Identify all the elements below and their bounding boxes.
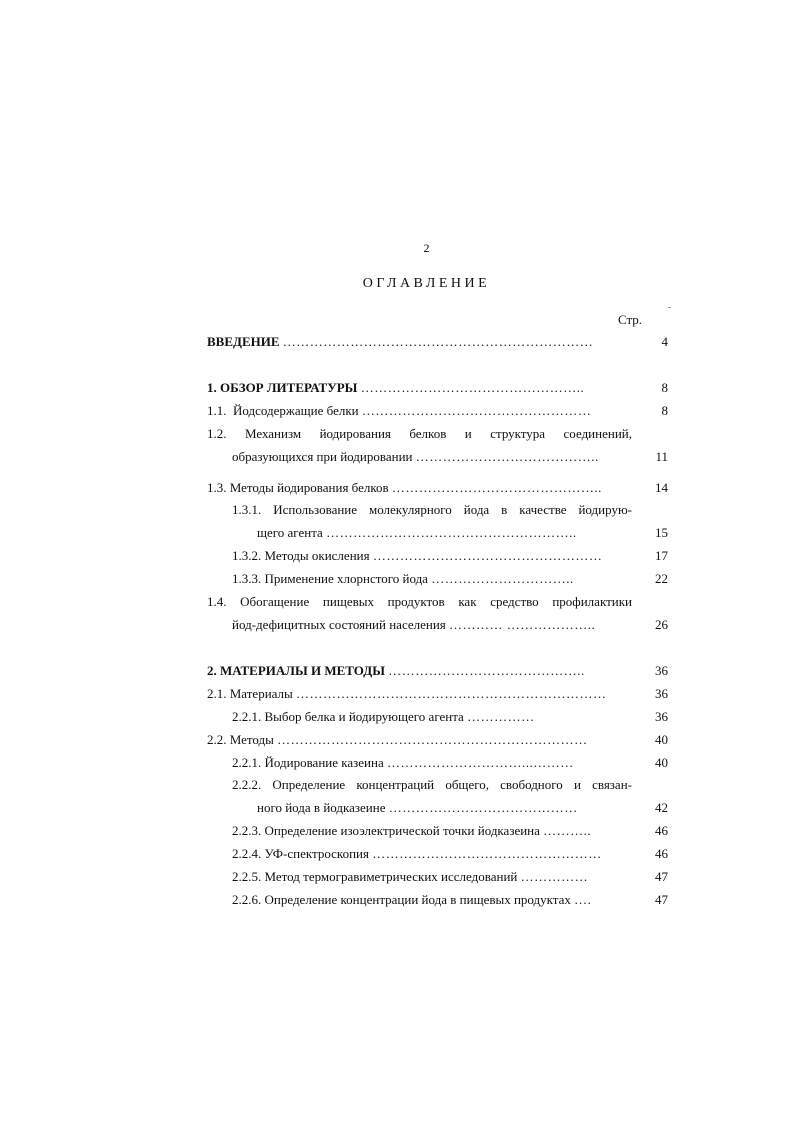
toc-page: 47 [655, 892, 668, 907]
toc-dots: …………………………………………………………… [277, 732, 588, 747]
toc-entry-text: образующихся при йодировании [232, 449, 413, 464]
toc-entry-text: 1.3.2. Методы окисления [232, 548, 370, 563]
toc-dots: …………………………………………… [361, 403, 592, 418]
toc-entry-text: 2.2.3. Определение изоэлектрической точки йодказеина [232, 823, 540, 838]
toc-dots: ……………………………………………….. [326, 525, 577, 540]
toc-page: 40 [655, 732, 668, 747]
toc-page: 15 [655, 525, 668, 540]
toc-dots: …. [574, 892, 592, 907]
toc-entry-introduction[interactable] [207, 334, 668, 350]
toc-page: 11 [655, 449, 668, 464]
page-column-label: Стр. [617, 312, 643, 327]
toc-entry-text: ВВЕДЕНИЕ [207, 334, 280, 349]
toc-dots: …………………………………………… [372, 548, 603, 563]
toc-dots: ………………………………….. [415, 449, 599, 464]
toc-entry-text: щего агента [257, 525, 323, 540]
toc-dots: ……………………………………….. [391, 480, 602, 495]
toc-page: 36 [655, 709, 668, 724]
toc-dots: …………………………………………………………… [282, 334, 594, 349]
page-title: ОГЛАВЛЕНИЕ [362, 276, 491, 291]
toc-page: 36 [655, 663, 668, 678]
toc-entry-1-4-line2[interactable] [232, 617, 668, 633]
toc-page: 46 [655, 823, 668, 838]
toc-entry-1-2-line1[interactable] [207, 426, 632, 442]
toc-entry-2-2[interactable] [207, 732, 668, 748]
toc-entry-1-3-3[interactable] [232, 571, 668, 587]
toc-entry-text: ного йода в йодказеине [257, 800, 386, 815]
toc-entry-2-2-3[interactable] [232, 823, 668, 839]
toc-dots: …………………………...……… [386, 755, 574, 770]
toc-entry-literature-review[interactable] [207, 380, 668, 396]
toc-entry-2-2-6[interactable] [232, 892, 668, 908]
toc-page: 42 [655, 800, 668, 815]
toc-entry-text: 1.3.3. Применение хлорнстого йода [232, 571, 428, 586]
toc-entry-1-2-line2[interactable] [232, 449, 668, 465]
toc-page: 26 [655, 617, 668, 632]
toc-entry-text: 2.2.2. Определение концентраций общего, свободного и связан- [232, 777, 632, 792]
toc-entry-text: 1.4. Обогащение пищевых продуктов как средство профилактики [207, 594, 632, 609]
toc-entry-text: 1.3.1. Использование молекулярного йода в качестве йодирую- [232, 502, 632, 517]
toc-entry-text: 2. МАТЕРИАЛЫ И МЕТОДЫ [207, 663, 385, 678]
toc-dots: …………… [467, 709, 535, 724]
toc-entry-text: 2.2.4. УФ-спектроскопия [232, 846, 369, 861]
toc-dots: …………………………………… [388, 800, 578, 815]
toc-entry-1-3-2[interactable] [232, 548, 668, 564]
toc-entry-text: 1. ОБЗОР ЛИТЕРАТУРЫ [207, 380, 358, 395]
toc-entry-1-1[interactable] [207, 403, 668, 419]
toc-entry-text: 2.2.1. Йодирование казеина [232, 755, 384, 770]
toc-entry-text: йод-дефицитных состояний населения [232, 617, 446, 632]
toc-entry-text: 2.2.1. Выбор белка и йодирующего агента [232, 709, 464, 724]
toc-dots: …………………………………………………………… [296, 686, 607, 701]
toc-entry-1-3[interactable] [207, 480, 668, 496]
toc-dots: ……….. [543, 823, 592, 838]
toc-entry-1-3-1-line1[interactable] [232, 502, 632, 518]
toc-page: 8 [661, 380, 668, 395]
toc-page: 46 [655, 846, 668, 861]
toc-entry-2-2-5[interactable] [232, 869, 668, 885]
toc-entry-1-3-1-line2[interactable] [257, 525, 668, 541]
toc-entry-materials-methods[interactable] [207, 663, 668, 679]
toc-entry-2-2-2-line2[interactable] [257, 800, 668, 816]
toc-entry-2-2-4[interactable] [232, 846, 668, 862]
toc-dots: ………… ……………….. [449, 617, 596, 632]
toc-entry-2-2-1[interactable] [232, 755, 668, 771]
toc-entry-text: 2.2.6. Определение концентрации йода в пищевых продуктах [232, 892, 571, 907]
toc-entry-text: 2.2.5. Метод термогравиметрических исследований [232, 869, 518, 884]
toc-page: 36 [655, 686, 668, 701]
page-number: 2 [423, 241, 430, 255]
toc-entry-text: 1.3. Методы йодирования белков [207, 480, 389, 495]
toc-entry-text: 2.2. Методы [207, 732, 274, 747]
toc-entry-2-2-1a[interactable] [232, 709, 535, 725]
toc-page: 4 [661, 334, 668, 349]
toc-page: 47 [655, 869, 668, 884]
toc-page: 8 [661, 403, 668, 418]
toc-page: 22 [655, 571, 668, 586]
toc-dots: ………………………………………….. [360, 380, 585, 395]
toc-page: 14 [655, 480, 668, 495]
toc-dots: …………………………………………… [372, 846, 602, 861]
toc-page: 17 [655, 548, 668, 563]
toc-dots: ………………………….. [431, 571, 574, 586]
toc-entry-text: 1.2. Механизм йодирования белков и структура соединений, [207, 426, 632, 441]
toc-page: 40 [655, 755, 668, 770]
toc-entry-2-2-2-line1[interactable] [232, 777, 632, 793]
toc-entry-text: 1.1. Йодсодержащие белки [207, 403, 359, 418]
toc-entry-1-4-line1[interactable] [207, 594, 632, 610]
toc-entry-text: 2.1. Материалы [207, 686, 293, 701]
toc-dots: …………… [520, 869, 589, 884]
toc-entry-2-1[interactable] [207, 686, 668, 702]
toc-dots: …………………………………….. [388, 663, 585, 678]
